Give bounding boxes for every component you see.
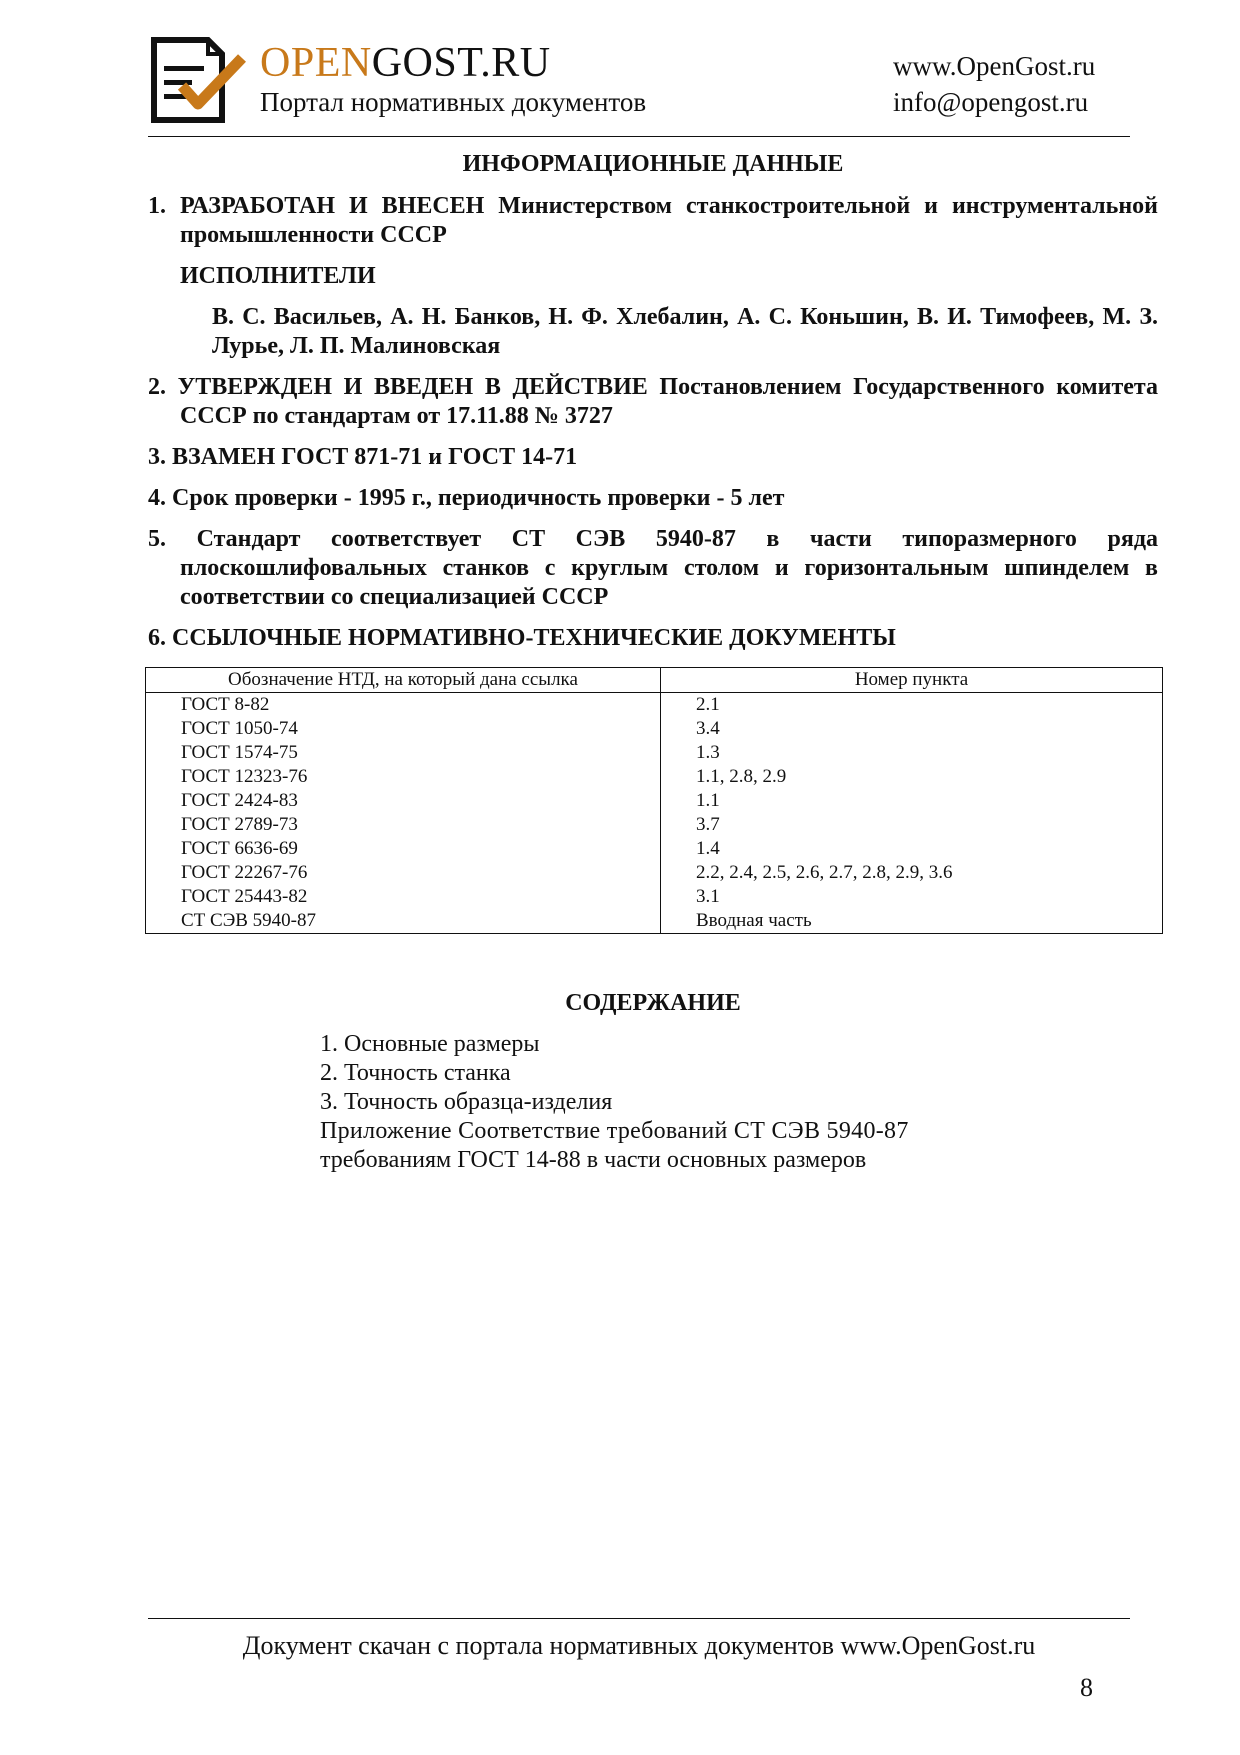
toc-item: 1. Основные размеры [320,1031,540,1057]
cell-designation: ГОСТ 1574-75 [146,741,661,765]
table-of-contents [320,1030,960,1175]
info-section [148,148,1158,653]
email-link[interactable]: info@opengost.ru [893,87,1089,117]
table-row [146,741,1163,765]
toc-item: 3. Точность образца-изделия [320,1089,613,1115]
performers-list: В. С. Васильев, А. Н. Банков, Н. Ф. Хлебалин, А. С. Коньшин, В. И. Тимофеев, М. З. Лурье, Л. П. Малиновская [212,304,1158,359]
cell-designation: ГОСТ 1050-74 [146,717,661,741]
info-item-1: 1. РАЗРАБОТАН И ВНЕСЕН Министерством станкостроительной и инструментальной промышленности СССР [148,193,1158,248]
page-header [148,34,1128,138]
references-table [145,667,1163,934]
table-row [146,765,1163,789]
toc-item: 2. Точность станка [320,1060,511,1086]
performers-label: ИСПОЛНИТЕЛИ [180,263,376,289]
cell-designation: ГОСТ 2789-73 [146,813,661,837]
website-link[interactable]: www.OpenGost.ru [893,51,1096,81]
cell-designation: ГОСТ 2424-83 [146,789,661,813]
table-row [146,909,1163,934]
info-item-5: 5. Стандарт соответствует СТ СЭВ 5940-87 в части типоразмерного ряда плоскошлифовальных станков с круглым столом и горизонтальным шпинделем в соответствии со специализацией СССР [148,526,1158,610]
cell-clause: 1.4 [661,837,1163,861]
cell-clause: Вводная часть [661,909,1163,934]
brand-tagline: Портал нормативных документов [260,87,647,117]
cell-clause: 1.3 [661,741,1163,765]
cell-designation: СТ СЭВ 5940-87 [146,909,661,934]
cell-designation: ГОСТ 12323-76 [146,765,661,789]
cell-clause: 2.2, 2.4, 2.5, 2.6, 2.7, 2.8, 2.9, 3.6 [661,861,1163,885]
info-item-6: 6. ССЫЛОЧНЫЕ НОРМАТИВНО-ТЕХНИЧЕСКИЕ ДОКУМЕНТЫ [148,625,896,651]
cell-designation: ГОСТ 25443-82 [146,885,661,909]
table-row [146,813,1163,837]
document-check-icon [148,36,248,124]
table-header-row [146,668,1163,693]
table-row [146,693,1163,718]
brand-part-gost: GOST.RU [371,40,551,86]
page-number: 8 [1080,1673,1093,1702]
header-divider [148,136,1130,137]
column-header-clause: Номер пункта [661,668,1163,693]
brand-name [260,40,551,86]
brand-part-open: OPEN [260,40,372,86]
info-item-3: 3. ВЗАМЕН ГОСТ 871-71 и ГОСТ 14-71 [148,444,578,470]
toc-title: СОДЕРЖАНИЕ [565,990,741,1016]
info-item-2: 2. УТВЕРЖДЕН И ВВЕДЕН В ДЕЙСТВИЕ Постановлением Государственного комитета СССР по стандартам от 17.11.88 № 3727 [148,374,1158,429]
cell-clause: 2.1 [661,693,1163,718]
table-row [146,885,1163,909]
info-item-4: 4. Срок проверки - 1995 г., периодичность проверки - 5 лет [148,485,785,511]
table-row [146,861,1163,885]
column-header-designation: Обозначение НТД, на который дана ссылка [146,668,661,693]
cell-designation: ГОСТ 22267-76 [146,861,661,885]
footer-divider [148,1618,1130,1619]
toc-item: Приложение Соответствие требований СТ СЭВ 5940-87 [320,1118,909,1144]
table-row [146,837,1163,861]
info-title: ИНФОРМАЦИОННЫЕ ДАННЫЕ [462,151,844,177]
cell-clause: 1.1 [661,789,1163,813]
contacts [893,48,1128,120]
cell-clause: 3.7 [661,813,1163,837]
table-row [146,717,1163,741]
cell-designation: ГОСТ 8-82 [146,693,661,718]
footer-text: Документ скачан с портала нормативных документов www.OpenGost.ru [242,1631,1036,1660]
toc-item: требованиям ГОСТ 14-88 в части основных размеров [320,1147,867,1173]
cell-clause: 1.1, 2.8, 2.9 [661,765,1163,789]
cell-designation: ГОСТ 6636-69 [146,837,661,861]
cell-clause: 3.1 [661,885,1163,909]
table-row [146,789,1163,813]
cell-clause: 3.4 [661,717,1163,741]
